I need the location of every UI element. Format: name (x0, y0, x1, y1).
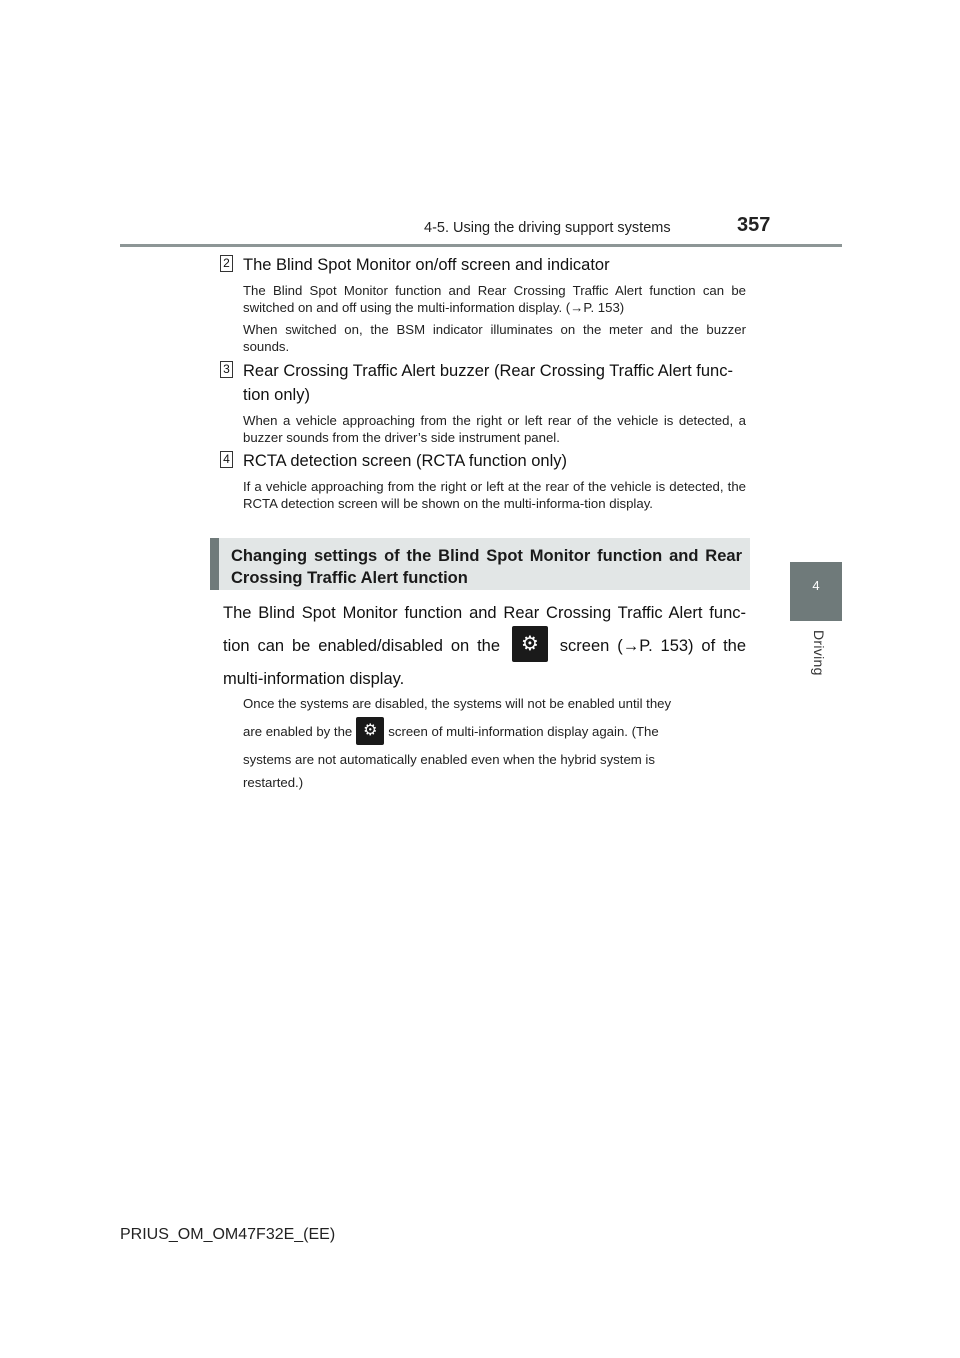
note-text: Once the systems are disabled, the systems will not be enabled until they (243, 696, 672, 711)
note-text: systems are not automatically enabled even when the hybrid system is (243, 752, 655, 767)
note-paragraph (243, 690, 746, 791)
paragraph-text: The Blind Spot Monitor function and Rear Crossing Traffic Alert func-tion can be enabled/disabled on the (223, 604, 746, 655)
item-title: RCTA detection screen (RCTA function only) (243, 452, 568, 470)
page-number: 357 (737, 214, 771, 236)
number-2-icon: 2 (220, 255, 233, 272)
list-item (220, 449, 746, 517)
number-4-icon: 4 (220, 451, 233, 468)
header-section-title: 4-5. Using the driving support systems (424, 220, 671, 236)
settings-paragraph (223, 597, 746, 696)
chapter-tab-number: 4 (812, 578, 820, 593)
header-rule (120, 244, 842, 247)
chapter-tab-label: Driving (811, 630, 827, 676)
item-text: The Blind Spot Monitor function and Rear Crossing Traffic Alert function can be switched on and off using the multi-information display. (→P. 153) (243, 283, 746, 315)
document-code: PRIUS_OM_OM47F32E_(EE) (120, 1226, 336, 1243)
list-item (220, 359, 746, 451)
gear-icon: ⚙ (512, 626, 548, 662)
note-text: restarted.) (243, 775, 304, 790)
paragraph-text: screen (→P. 153) of the multi-information display. (223, 637, 747, 688)
note-text: are enabled by the (243, 724, 353, 739)
section-heading-box: Changing settings of the Blind Spot Monitor function and Rear Crossing Traffic Alert function (210, 538, 750, 590)
gear-icon: ⚙ (356, 717, 384, 745)
note-line (243, 718, 746, 746)
item-title: Rear Crossing Traffic Alert buzzer (Rear Crossing Traffic Alert func-tion only) (243, 362, 733, 404)
number-3-icon: 3 (220, 361, 233, 378)
note-text: screen of multi-information display again. (The (388, 724, 659, 739)
item-text: If a vehicle approaching from the right or left at the rear of the vehicle is detected, the RCTA detection screen will be shown on the multi-informa-tion display. (243, 479, 746, 511)
item-title: The Blind Spot Monitor on/off screen and indicator (243, 256, 610, 274)
item-text: When switched on, the BSM indicator illuminates on the meter and the buzzer sounds. (243, 322, 746, 354)
list-item (220, 253, 746, 360)
item-text: When a vehicle approaching from the right or left rear of the vehicle is detected, a buzzer sounds from the driver’s side instrument panel. (243, 413, 746, 445)
